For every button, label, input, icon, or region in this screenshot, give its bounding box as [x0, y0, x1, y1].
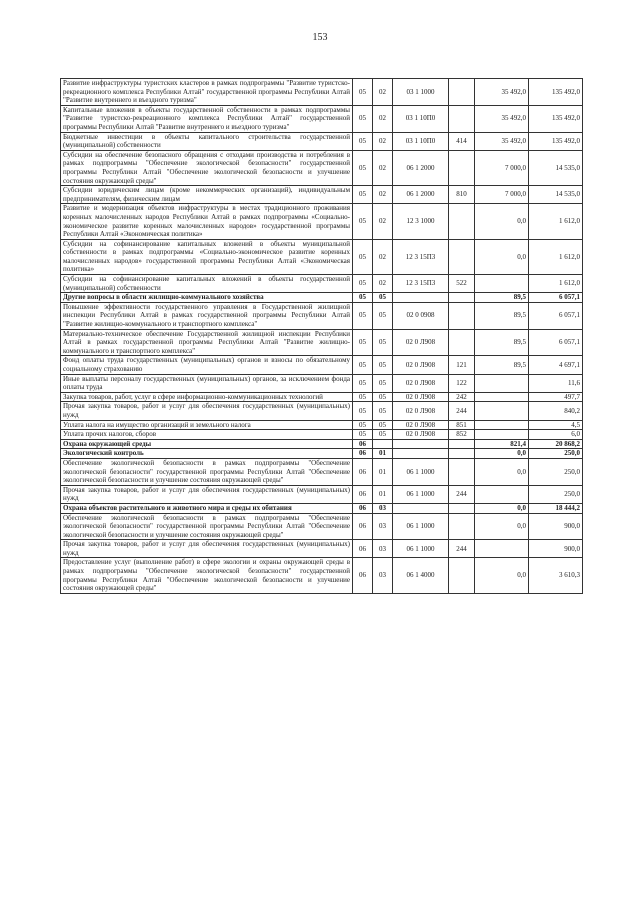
- row-name: Прочая закупка товаров, работ и услуг для обеспечения государственных (муниципальных) нужд: [61, 540, 353, 558]
- amount-total: 900,0: [529, 540, 583, 558]
- expense-type-code: [449, 449, 475, 459]
- table-row: [61, 513, 583, 540]
- section-code: 06: [353, 540, 373, 558]
- expense-type-code: [449, 239, 475, 274]
- row-name: Развитие и модернизация объектов инфраструктуры в местах традиционного проживания коренных малочисленных народов Республики Алтай в рамках подпрограммы «Социально-экономическое развитие коренных малочисленных народов» государственной программы Республики Алтай «Экономическая политика»: [61, 204, 353, 239]
- section-code: 05: [353, 374, 373, 392]
- section-code: 05: [353, 329, 373, 356]
- amount-total: 1 612,0: [529, 204, 583, 239]
- expense-type-code: 121: [449, 356, 475, 374]
- subsection-code: 05: [373, 293, 393, 303]
- subsection-code: 02: [373, 132, 393, 150]
- section-code: 05: [353, 204, 373, 239]
- subsection-code: 01: [373, 485, 393, 503]
- section-code: 05: [353, 356, 373, 374]
- row-name: Повышение эффективности государственного управления в Государственной жилищной инспекции Республики Алтай в рамках государственной программы Республики Алтай "Развитие жилищно-коммунального и транспортного комплекса": [61, 302, 353, 329]
- table-row: [61, 420, 583, 430]
- expense-type-code: 122: [449, 374, 475, 392]
- row-name: Уплата налога на имущество организаций и земельного налога: [61, 420, 353, 430]
- subsection-code: 02: [373, 239, 393, 274]
- target-article-code: 02 0 Л908: [393, 356, 449, 374]
- expense-type-code: [449, 150, 475, 185]
- section-code: 05: [353, 239, 373, 274]
- table-row: [61, 540, 583, 558]
- expense-type-code: [449, 293, 475, 303]
- amount-change: 89,5: [475, 293, 529, 303]
- section-code: 05: [353, 392, 373, 402]
- amount-change: [475, 402, 529, 420]
- row-name: Субсидии на софинансирование капитальных вложений в объекты государственной (муниципальной) собственности: [61, 275, 353, 293]
- row-name: Капитальные вложения в объекты государственной собственности в рамках подпрограммы "Развитие туристско-рекреационного комплекса Республики Алтай" государственной программы Республики Алтай "Развитие внутреннего и въездного туризма": [61, 105, 353, 132]
- amount-total: 14 535,0: [529, 186, 583, 204]
- amount-change: [475, 430, 529, 440]
- target-article-code: 02 0 Л908: [393, 420, 449, 430]
- section-code: 05: [353, 186, 373, 204]
- table-row: [61, 275, 583, 293]
- expense-type-code: 522: [449, 275, 475, 293]
- section-code: 05: [353, 402, 373, 420]
- section-code: 05: [353, 275, 373, 293]
- expense-type-code: [449, 503, 475, 513]
- table-row: [61, 79, 583, 106]
- amount-change: 0,0: [475, 558, 529, 593]
- table-row: [61, 374, 583, 392]
- table-row: [61, 132, 583, 150]
- section-code: 06: [353, 485, 373, 503]
- amount-total: 135 492,0: [529, 79, 583, 106]
- target-article-code: 06 1 1000: [393, 458, 449, 485]
- subsection-code: 01: [373, 449, 393, 459]
- subsection-code: 02: [373, 186, 393, 204]
- subsection-code: 02: [373, 105, 393, 132]
- section-code: 06: [353, 439, 373, 449]
- subsection-code: 02: [373, 204, 393, 239]
- amount-total: 1 612,0: [529, 275, 583, 293]
- amount-change: 7 000,0: [475, 150, 529, 185]
- section-code: 05: [353, 79, 373, 106]
- table-row: [61, 356, 583, 374]
- amount-change: 35 492,0: [475, 132, 529, 150]
- target-article-code: 12 3 15П3: [393, 275, 449, 293]
- section-code: 05: [353, 420, 373, 430]
- row-name: Охрана объектов растительного и животного мира и среды их обитания: [61, 503, 353, 513]
- table-row: [61, 402, 583, 420]
- section-code: 05: [353, 293, 373, 303]
- target-article-code: 06 1 4000: [393, 558, 449, 593]
- amount-total: 6 057,1: [529, 302, 583, 329]
- section-code: 06: [353, 449, 373, 459]
- amount-total: 6,0: [529, 430, 583, 440]
- target-article-code: 06 1 1000: [393, 485, 449, 503]
- expense-type-code: 414: [449, 132, 475, 150]
- expense-type-code: [449, 513, 475, 540]
- amount-total: 3 610,3: [529, 558, 583, 593]
- amount-change: [475, 420, 529, 430]
- subsection-code: 05: [373, 374, 393, 392]
- target-article-code: 06 1 2000: [393, 186, 449, 204]
- amount-total: 840,2: [529, 402, 583, 420]
- amount-change: 35 492,0: [475, 79, 529, 106]
- amount-change: 89,5: [475, 329, 529, 356]
- row-name: Обеспечение экологической безопасности в рамках подпрограммы "Обеспечение экологической безопасности" государственной программы Республики Алтай "Обеспечение экологической безопасности и улучшение состояния окружающей среды": [61, 458, 353, 485]
- section-code: 06: [353, 458, 373, 485]
- amount-total: 14 535,0: [529, 150, 583, 185]
- section-code: 05: [353, 132, 373, 150]
- row-name: Уплата прочих налогов, сборов: [61, 430, 353, 440]
- amount-change: 0,0: [475, 458, 529, 485]
- table-row: [61, 439, 583, 449]
- table-row: [61, 302, 583, 329]
- row-name: Фонд оплаты труда государственных (муниципальных) органов и взносы по обязательному социальному страхованию: [61, 356, 353, 374]
- amount-change: 0,0: [475, 449, 529, 459]
- subsection-code: 05: [373, 302, 393, 329]
- target-article-code: [393, 439, 449, 449]
- amount-change: 0,0: [475, 513, 529, 540]
- subsection-code: 03: [373, 558, 393, 593]
- table-row: [61, 449, 583, 459]
- amount-total: 250,0: [529, 458, 583, 485]
- amount-change: 89,5: [475, 302, 529, 329]
- table-row: [61, 430, 583, 440]
- budget-table-body: [61, 79, 583, 594]
- target-article-code: 06 1 1000: [393, 513, 449, 540]
- target-article-code: [393, 503, 449, 513]
- amount-total: 4,5: [529, 420, 583, 430]
- expense-type-code: [449, 558, 475, 593]
- amount-total: 6 057,1: [529, 293, 583, 303]
- table-row: [61, 105, 583, 132]
- target-article-code: [393, 449, 449, 459]
- row-name: Субсидии на софинансирование капитальных вложений в объекты муниципальной собственности в рамках подпрограммы «Социально-экономическое развитие коренных малочисленных народов» государственной программы Республики Алтай «Экономическая политика»: [61, 239, 353, 274]
- amount-change: [475, 540, 529, 558]
- amount-total: 1 612,0: [529, 239, 583, 274]
- table-row: [61, 458, 583, 485]
- section-code: 06: [353, 503, 373, 513]
- subsection-code: 05: [373, 420, 393, 430]
- amount-change: [475, 275, 529, 293]
- target-article-code: 02 0 Л908: [393, 402, 449, 420]
- target-article-code: [393, 293, 449, 303]
- expense-type-code: [449, 439, 475, 449]
- table-row: [61, 293, 583, 303]
- expense-type-code: [449, 79, 475, 106]
- amount-total: 11,6: [529, 374, 583, 392]
- amount-total: 6 057,1: [529, 329, 583, 356]
- budget-table: [60, 78, 583, 594]
- section-code: 05: [353, 302, 373, 329]
- amount-change: [475, 374, 529, 392]
- row-name: Прочая закупка товаров, работ и услуг для обеспечения государственных (муниципальных) нужд: [61, 485, 353, 503]
- table-row: [61, 186, 583, 204]
- subsection-code: 02: [373, 275, 393, 293]
- table-row: [61, 485, 583, 503]
- expense-type-code: 242: [449, 392, 475, 402]
- row-name: Развитие инфраструктуры туристских кластеров в рамках подпрограммы "Развитие туристско-рекреационного комплекса Республики Алтай" государственной программы Республики Алтай "Развитие внутреннего и въездного туризма": [61, 79, 353, 106]
- amount-total: 900,0: [529, 513, 583, 540]
- amount-change: 0,0: [475, 204, 529, 239]
- amount-total: 497,7: [529, 392, 583, 402]
- table-row: [61, 392, 583, 402]
- table-row: [61, 150, 583, 185]
- amount-change: 89,5: [475, 356, 529, 374]
- amount-total: 250,0: [529, 449, 583, 459]
- section-code: 06: [353, 558, 373, 593]
- expense-type-code: [449, 329, 475, 356]
- subsection-code: 05: [373, 356, 393, 374]
- table-row: [61, 239, 583, 274]
- row-name: Субсидии на обеспечение безопасного обращения с отходами производства и потребления в рамках подпрограммы "Обеспечение экологической безопасности" государственной программы Республики Алтай "Обеспечение экологической безопасности и улучшение состояния окружающей среды": [61, 150, 353, 185]
- table-row: [61, 204, 583, 239]
- expense-type-code: 852: [449, 430, 475, 440]
- row-name: Обеспечение экологической безопасности в рамках подпрограммы "Обеспечение экологической безопасности" государственной программы Республики Алтай "Обеспечение экологической безопасности и улучшение состояния окружающей среды": [61, 513, 353, 540]
- expense-type-code: [449, 204, 475, 239]
- amount-total: 250,0: [529, 485, 583, 503]
- target-article-code: 02 0 Л908: [393, 392, 449, 402]
- row-name: Предоставление услуг (выполнение работ) в сфере экологии и охраны окружающей среды в рамках подпрограммы "Обеспечение экологической безопасности" государственной программы Республики Алтай "Обеспечение экологической безопасности и улучшение состояния окружающей среды": [61, 558, 353, 593]
- table-row: [61, 503, 583, 513]
- subsection-code: 02: [373, 79, 393, 106]
- row-name: Охрана окружающей среды: [61, 439, 353, 449]
- subsection-code: 05: [373, 402, 393, 420]
- row-name: Прочая закупка товаров, работ и услуг для обеспечения государственных (муниципальных) нужд: [61, 402, 353, 420]
- row-name: Закупка товаров, работ, услуг в сфере информационно-коммуникационных технологий: [61, 392, 353, 402]
- section-code: 05: [353, 150, 373, 185]
- row-name: Иные выплаты персоналу государственных (муниципальных) органов, за исключением фонда оплаты труда: [61, 374, 353, 392]
- amount-change: 0,0: [475, 239, 529, 274]
- target-article-code: 03 1 10П0: [393, 105, 449, 132]
- subsection-code: 03: [373, 540, 393, 558]
- subsection-code: 03: [373, 503, 393, 513]
- amount-total: 135 492,0: [529, 105, 583, 132]
- target-article-code: 06 1 2000: [393, 150, 449, 185]
- expense-type-code: [449, 302, 475, 329]
- section-code: 06: [353, 513, 373, 540]
- row-name: Субсидии юридическим лицам (кроме некоммерческих организаций), индивидуальным предпринимателям, физическим лицам: [61, 186, 353, 204]
- target-article-code: 03 1 10П0: [393, 132, 449, 150]
- subsection-code: 05: [373, 392, 393, 402]
- amount-change: [475, 392, 529, 402]
- amount-change: 0,0: [475, 503, 529, 513]
- subsection-code: 01: [373, 458, 393, 485]
- amount-total: 135 492,0: [529, 132, 583, 150]
- amount-change: 35 492,0: [475, 105, 529, 132]
- expense-type-code: 244: [449, 485, 475, 503]
- section-code: 05: [353, 430, 373, 440]
- subsection-code: 05: [373, 430, 393, 440]
- expense-type-code: 851: [449, 420, 475, 430]
- target-article-code: 12 3 1000: [393, 204, 449, 239]
- row-name: Бюджетные инвестиции в объекты капитального строительства государственной (муниципальной) собственности: [61, 132, 353, 150]
- target-article-code: 12 3 15П3: [393, 239, 449, 274]
- expense-type-code: 810: [449, 186, 475, 204]
- page-number: 153: [312, 32, 328, 43]
- target-article-code: 03 1 1000: [393, 79, 449, 106]
- amount-total: 4 697,1: [529, 356, 583, 374]
- amount-total: 20 868,2: [529, 439, 583, 449]
- subsection-code: [373, 439, 393, 449]
- expense-type-code: 244: [449, 540, 475, 558]
- expense-type-code: [449, 458, 475, 485]
- row-name: Материально-техническое обеспечение Государственной жилищной инспекции Республики Алтай в рамках государственной программы Республики Алтай "Развитие жилищно-коммунального и транспортного комплекса": [61, 329, 353, 356]
- table-row: [61, 558, 583, 593]
- expense-type-code: 244: [449, 402, 475, 420]
- subsection-code: 05: [373, 329, 393, 356]
- table-row: [61, 329, 583, 356]
- row-name: Экологический контроль: [61, 449, 353, 459]
- amount-change: 821,4: [475, 439, 529, 449]
- amount-change: 7 000,0: [475, 186, 529, 204]
- subsection-code: 03: [373, 513, 393, 540]
- target-article-code: 02 0 0908: [393, 302, 449, 329]
- amount-change: [475, 485, 529, 503]
- target-article-code: 06 1 1000: [393, 540, 449, 558]
- target-article-code: 02 0 Л908: [393, 329, 449, 356]
- row-name: Другие вопросы в области жилищно-коммунального хозяйства: [61, 293, 353, 303]
- target-article-code: 02 0 Л908: [393, 374, 449, 392]
- expense-type-code: [449, 105, 475, 132]
- target-article-code: 02 0 Л908: [393, 430, 449, 440]
- section-code: 05: [353, 105, 373, 132]
- amount-total: 18 444,2: [529, 503, 583, 513]
- subsection-code: 02: [373, 150, 393, 185]
